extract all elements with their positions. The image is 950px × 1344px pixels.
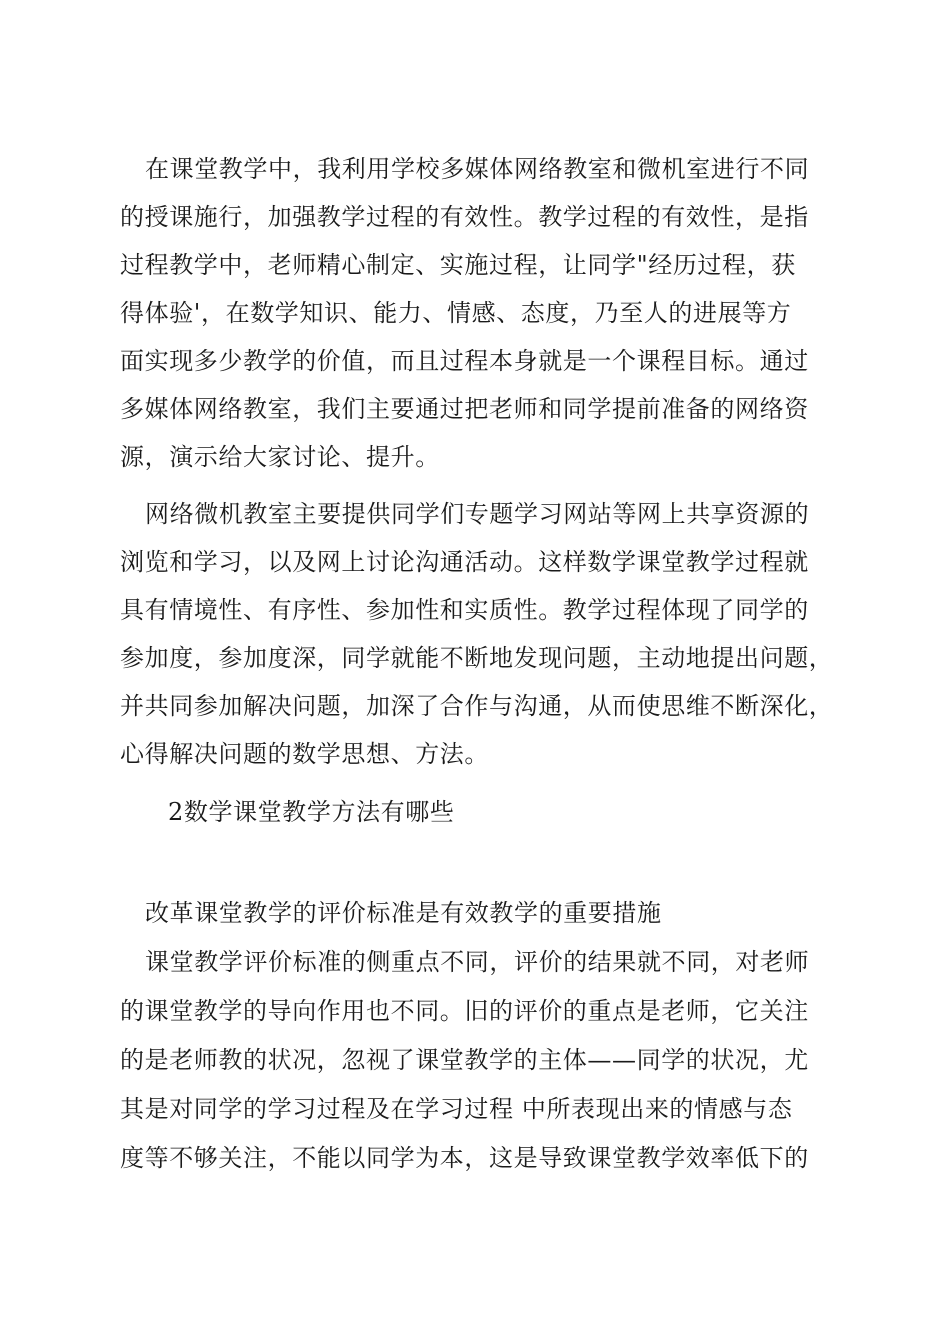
paragraph-1-line-5: 面实现多少教学的价值，而且过程本身就是一个课程目标。通过 [120, 347, 809, 375]
paragraph-3-line-3: 的是老师教的状况，忽视了课堂教学的主体——同学的状况，尤 [120, 1046, 809, 1074]
paragraph-2-line-1: 网络微机教室主要提供同学们专题学习网站等网上共享资源的 [145, 500, 810, 528]
subheading: 改革课堂教学的评价标准是有效教学的重要措施 [145, 899, 662, 927]
section-heading: 2数学课堂教学方法有哪些 [168, 798, 455, 826]
paragraph-3-line-1: 课堂教学评价标准的侧重点不同，评价的结果就不同，对老师 [145, 948, 810, 976]
paragraph-2-line-4: 参加度，参加度深，同学就能不断地发现问题，主动地提出问题， [120, 644, 834, 672]
paragraph-3-line-5: 度等不够关注，不能以同学为本，这是导致课堂教学效率低下的 [120, 1144, 809, 1172]
paragraph-1-line-6: 多媒体网络教室，我们主要通过把老师和同学提前准备的网络资 [120, 395, 809, 423]
paragraph-2-line-2: 浏览和学习，以及网上讨论沟通活动。这样数学课堂教学过程就 [120, 548, 809, 576]
paragraph-2-line-3: 具有情境性、有序性、参加性和实质性。教学过程体现了同学的 [120, 596, 809, 624]
paragraph-1-line-3: 过程教学中，老师精心制定、实施过程，让同学"经历过程，获 [120, 251, 796, 279]
paragraph-3-line-2: 的课堂教学的导向作用也不同。旧的评价的重点是老师，它关注 [120, 997, 809, 1025]
paragraph-1-line-2: 的授课施行，加强教学过程的有效性。教学过程的有效性，是指 [120, 203, 809, 231]
paragraph-2-line-6: 心得解决问题的数学思想、方法。 [120, 740, 489, 768]
paragraph-3-line-4: 其是对同学的学习过程及在学习过程 中所表现出来的情感与态 [120, 1095, 793, 1123]
paragraph-1-line-7: 源，演示给大家讨论、提升。 [120, 443, 440, 471]
paragraph-1-line-4: 得体验'，在数学知识、能力、情感、态度，乃至人的进展等方 [120, 299, 792, 327]
paragraph-2-line-5: 并共同参加解决问题，加深了合作与沟通，从而使思维不断深化， [120, 692, 834, 720]
paragraph-1-line-1: 在课堂教学中，我利用学校多媒体网络教室和微机室进行不同 [145, 155, 810, 183]
